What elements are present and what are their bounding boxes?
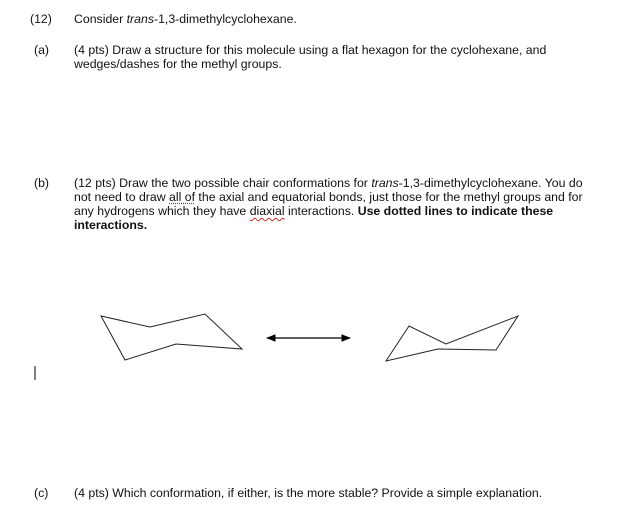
part-a-label: (a) bbox=[34, 43, 50, 57]
part-b-line-1: (12 pts) Draw the two possible chair conformations for trans-1,3-dimethylcyclohexane. You do bbox=[74, 176, 583, 190]
part-c-label: (c) bbox=[34, 486, 49, 500]
part-b-line-4: interactions. bbox=[74, 218, 148, 232]
part-a-line-1: (4 pts) Draw a structure for this molecule using a flat hexagon for the cyclohexane, and bbox=[74, 43, 547, 57]
part-b-line-2: not need to draw all of the axial and equatorial bonds, just those for the methyl groups and for bbox=[74, 190, 583, 204]
left-chair bbox=[101, 314, 242, 360]
part-b-line-3: any hydrogens which they have diaxial interactions. Use dotted lines to indicate these bbox=[74, 204, 554, 218]
part-a-line-2: wedges/dashes for the methyl groups. bbox=[74, 57, 282, 71]
part-c-text: (4 pts) Which conformation, if either, is the more stable? Provide a simple explanation. bbox=[74, 486, 543, 500]
part-b-label: (b) bbox=[34, 176, 50, 190]
right-chair bbox=[386, 316, 518, 361]
question-number: (12) bbox=[30, 12, 52, 26]
question-intro: Consider trans-1,3-dimethylcyclohexane. bbox=[74, 12, 297, 26]
